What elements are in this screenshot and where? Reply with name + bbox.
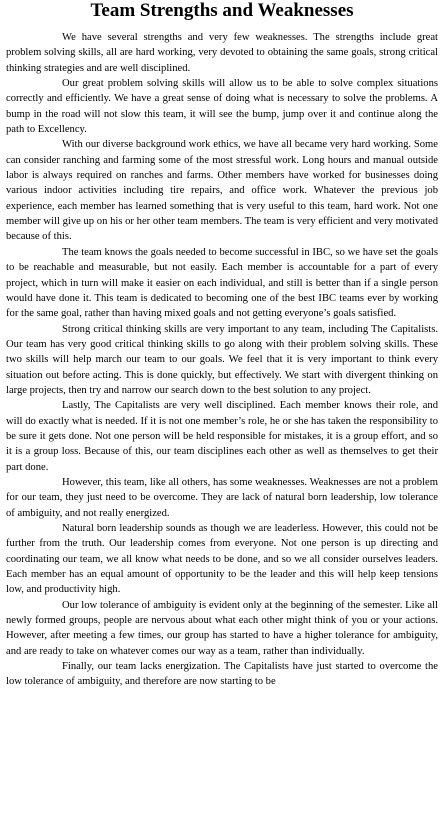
paragraph-goals: The team knows the goals needed to become successful in IBC, so we have set the goals to be reachable and measurable, but not easily. Each member is accountable for a part of every project, which in turn will make it easier on each individual, and still is better than if a single person would have done it. This team is dedicated to becoming one of the best IBC teams ever by working for the same goal, rather than having mixed goals and not getting everyone’s goals satisfied.	[6, 246, 438, 320]
paragraph-problem-solving: Our great problem solving skills will allow us to be able to solve complex situations correctly and efficiently. We have a great sense of doing what is necessary to solve the problems. A bump in the road will not slow this team, it will see the bump, jump over it and continue along the path to Excellency.	[6, 78, 438, 136]
paragraph-strengths-overview: We have several strengths and very few weaknesses. The strengths include great problem solving skills, all are hard working, very devoted to obtaining the same goals, strong critical thinking strategies and are well disciplined.	[6, 32, 438, 74]
paragraph-critical-thinking: Strong critical thinking skills are very important to any team, including The Capitalists. Our team has very good critical thinking skills to go along with their problem solving skills. These two skills will help march our team to our goals. We feel that it is very important to think every situation out before acting. This is done quickly, but effectively. We start with divergent thinking on large projects, then try and narrow our search down to the best solution to any project.	[6, 323, 438, 396]
page-title: Team Strengths and Weaknesses	[90, 0, 354, 21]
paragraph-energization: Finally, our team lacks energization. The Capitalists have just started to overcome the low tolerance of ambiguity, and therefore are now starting to be	[6, 661, 438, 688]
paragraph-weaknesses-overview: However, this team, like all others, has some weaknesses. Weaknesses are not a problem for our team, they just need to be overcome. They are lack of natural born leadership, low tolerance of ambiguity, and not really energized.	[6, 476, 438, 519]
paragraph-leadership: Natural born leadership sounds as though we are leaderless. However, this could not be further from the truth. Our leadership comes from everyone. Not one person is up directing and coordinating our team, we all know what needs to be done, and so we all consider ourselves leaders. Each member has an equal amount of opportunity to be the leader and this will help keep tensions low, and productivity high.	[6, 523, 438, 596]
paragraph-ambiguity: Our low tolerance of ambiguity is evident only at the beginning of the semester. Like all newly formed groups, people are nervous about what each other might think of you or your actions. However, after meeting a few times, our group has started to have a higher tolerance for ambiguity, and are ready to take on whatever comes our way as a team, rather than individually.	[6, 599, 438, 657]
paragraph-hard-working: With our diverse background work ethics, we have all became very hard working. Some can consider ranching and farming some of the most stressful work. Long hours and manual outside labor is always required on ranches and farms. Other members have worked for businesses doing various indoor activities including tire repairs, and office work. Whatever the previous job experience, each member has learned something that is very useful to this team, hard work. Not one member will give up on his or her other team members. The team is very efficient and very motivated because of this.	[6, 139, 438, 243]
paragraph-discipline: Lastly, The Capitalists are very well disciplined. Each member knows their role, and will do exactly what is needed. If it is not one member’s role, he or she has taken the responsibility to be sure it gets done. Not one person will be held responsible for mistakes, it is a group effort, and so it is a group loss. Because of this, our team disciplines each other as well as themselves to get their part done.	[6, 400, 438, 473]
document-body	[6, 30, 438, 690]
